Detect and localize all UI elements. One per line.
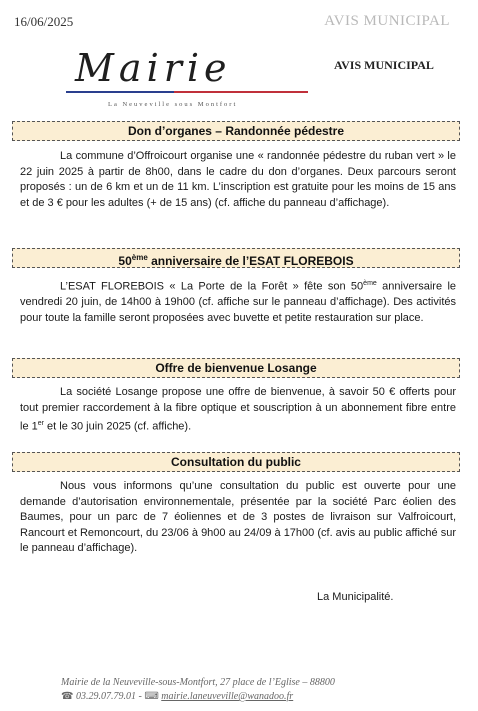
footer-address: Mairie de la Neuveville-sous-Montfort, 27 place de l’Eglise – 88800: [61, 677, 335, 688]
body-pre: L’ESAT FLOREBOIS « La Porte de la Forêt » fête son 50: [60, 280, 364, 293]
top-title: AVIS MUNICIPAL: [324, 13, 450, 29]
title-rest: anniversaire de l’ESAT FLOREBOIS: [147, 254, 354, 268]
section-title-losange: Offre de bienvenue Losange: [12, 358, 460, 378]
footer-contact: [61, 690, 335, 704]
section-body-don-organes: La commune d’Offroicourt organise une « randonnée pédestre du ruban vert » le 22 juin 2025 à partir de 8h00, dans le cadre du don d’organes. Deux parcours seront proposés : un de 6 km et un de 11 km. L’inscription est gratuite pour les moins de 15 ans et de 3 € pour les adultes (+ de 15 ans) (cf. affiche du panneau d’affichage).: [20, 150, 456, 209]
signature: La Municipalité.: [317, 591, 394, 603]
body-sup: ème: [363, 280, 377, 287]
phone-icon: ☎: [61, 691, 74, 702]
section-title-esat: [12, 248, 460, 268]
mairie-logo-text: Mairie: [75, 46, 232, 90]
logo-line-blue: [66, 91, 174, 93]
footer-separator: -: [138, 691, 145, 702]
title-number: 50: [118, 254, 132, 268]
body-post: anniversaire le vendredi 20 juin, de 14h00 à 19h00 (cf. affiche sur le panneau d’affichage). Des activités pour toute la famille seront proposées avec buvette et petite restauration sur place.: [20, 280, 457, 324]
logo-line-red: [174, 91, 308, 93]
section-body-esat: [20, 276, 456, 326]
body-sup: er: [37, 420, 44, 427]
section-body-consultation: Nous vous informons qu’une consultation du public est ouverte pour une demande d’autorisation environnementale, présentée par la société Parc éolien des Baumes, pour un parc de 7 éoliennes et de 3 postes de livraison sur Valfroicourt, Rancourt et Remoncourt, du 23/06 à 9h00 au 24/09 à 17h00 (cf. avis au public affiché sur le panneau d’affichage).: [20, 480, 456, 554]
title-sup: ème: [131, 253, 148, 262]
footer-email-link[interactable]: mairie.laneuveville@wanadoo.fr: [161, 691, 294, 702]
keyboard-icon: ⌨: [144, 691, 159, 702]
section-title-consultation: Consultation du public: [12, 452, 460, 472]
section-title-don-organes: Don d’organes – Randonnée pédestre: [12, 121, 460, 141]
body-post: et le 30 juin 2025 (cf. affiche).: [43, 420, 192, 433]
logo-subtitle: La Neuveville sous Montfort: [108, 101, 238, 108]
section-body-losange: [20, 385, 456, 435]
footer-phone: 03.29.07.79.01: [75, 691, 136, 702]
avis-municipal-label: AVIS MUNICIPAL: [334, 58, 434, 72]
date: 16/06/2025: [14, 14, 74, 29]
footer: [61, 676, 335, 704]
body-pre: La société Losange propose une offre de bienvenue, à savoir 50 € offerts pour tout premier raccordement à la fibre optique et souscription à un abonnement fibre entre le 1: [20, 386, 456, 433]
